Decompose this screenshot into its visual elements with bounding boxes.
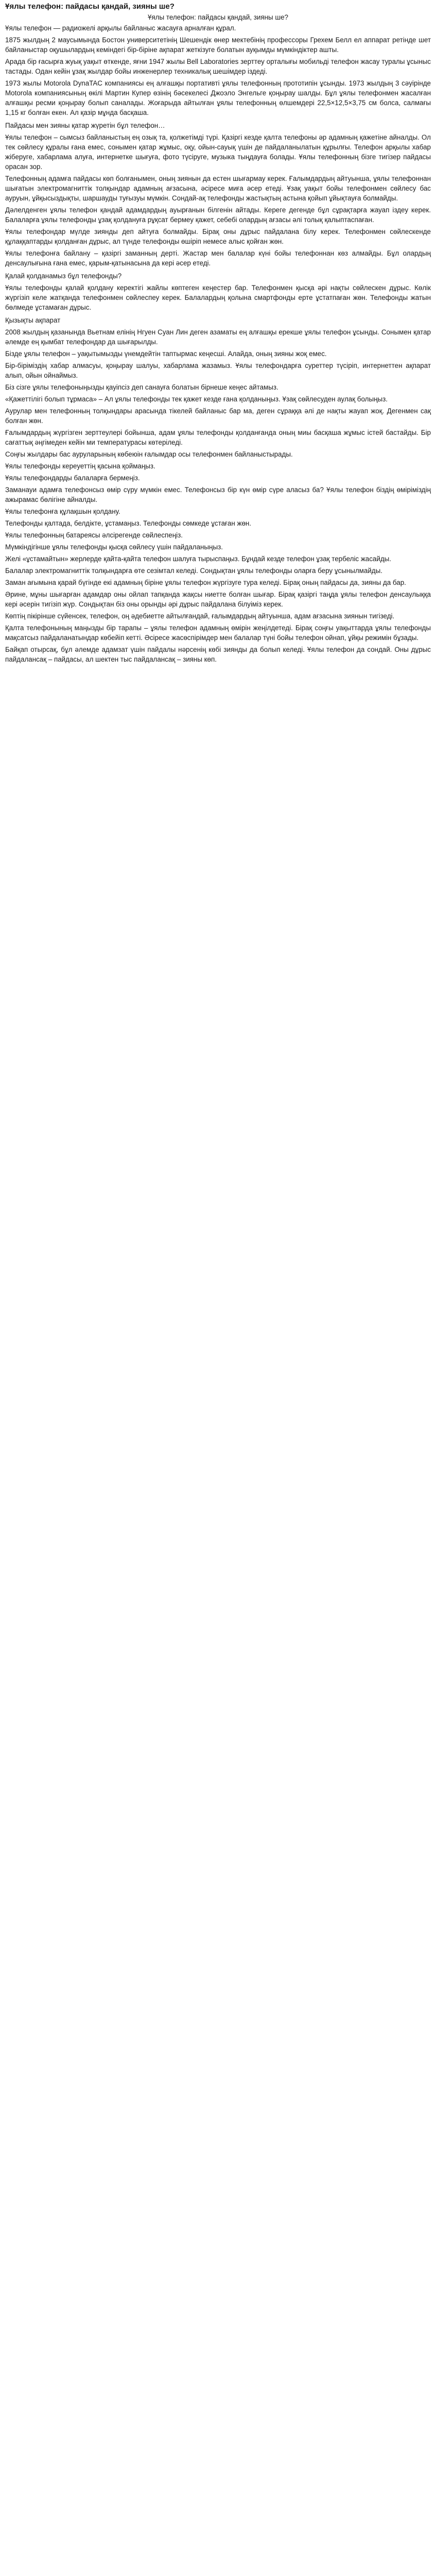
paragraph: Бізде ұялы телефон – уақытымызды үнемдейтін таптырмас кеңесші. Алайда, оның зияны жоқ емес. — [5, 350, 327, 358]
paragraph: Заман ағымына қарай бүгінде екі адамның біріне ұялы телефон жүргізуге тура келеді. Бірақ оның пайдасы да, зияны да бар. — [5, 579, 406, 586]
paragraph: «Қажеттілігі болып тұрмаса» – Ал ұялы телефонды тек қажет кезде ғана қолданыңыз. Ұзақ сөйлесуден аулақ болыңыз. — [5, 395, 388, 403]
paragraph: Арада бір ғасырға жуық уақыт өткенде, яғни 1947 жылы Bell Laboratories зерттеу орталығы мобильді телефон жасау туралы ұсыныс тастады. Одан кейін ұзақ жылдар бойы инженерлер техникалық шешімдер іздеді. — [5, 58, 431, 75]
paragraph: Әрине, мұны шығарған адамдар оны ойлап тапқанда жақсы ниетте болған шығар. Бірақ қазіргі таңда ұялы телефон денсаулыққа кері әсерін тигізіп жүр. Сондықтан біз оны орынды әрі дұрыс пайдалана білуіміз керек. — [5, 591, 431, 608]
page-subtitle: Ұялы телефон: пайдасы қандай, зияны ше? — [147, 13, 288, 21]
paragraph: Ұялы телефон – сымсыз байланыстың ең озық та, қолжетімді түрі. Қазіргі кезде қалта телефоны әр адамның қажетіне айналды. Ол тек сөйлесу құралы ғана емес, сонымен қатар жұмыс, оқу, ойын-сауық үшін де пайдаланылатын құрылғы. Телефон арқылы хабар жіберуге, хабарлама алуға, интернетке шығуға, фото түсіруге, музыка тыңдауға болады. Ұялы телефонның бізге тигізер пайдасы орасан зор. — [5, 133, 431, 171]
paragraph: Байқап отырсақ, бұл әлемде адамзат үшін пайдалы нәрсенің көбі зиянды да болып келеді. Ұялы телефон да сондай. Оны дұрыс пайдалансақ – пайдасы, ал шектен тыс пайдалансақ – зияны көп. — [5, 646, 431, 663]
paragraph: Біз сізге ұялы телефоныңызды қауіпсіз деп санауға болатын бірнеше кеңес айтамыз. — [5, 383, 278, 391]
paragraph: Ұялы телефондар мүлде зиянды деп айтуға болмайды. Бірақ оны дұрыс пайдалана білу керек. Телефонмен сөйлескенде құлаққаптарды қолданған дұрыс, ал түнде телефонды өшіріп немесе алыс қойған жөн. — [5, 228, 431, 245]
paragraph: Ұялы телефонға құлақшын қолдану. — [5, 508, 120, 515]
paragraph: Бір-біріміздің хабар алмасуы, қоңырау шалуы, хабарлама жазамыз. Ұялы телефондарға суреттер түсіріп, интернеттен ақпарат алып, ойын ойнаймыз. — [5, 362, 431, 379]
paragraph: Аурулар мен телефонның толқындары арасында тікелей байланыс бар ма, деген сұраққа әлі де нақты жауап жоқ. Дегенмен сақ болған жөн. — [5, 407, 431, 425]
paragraph: Заманауи адамға телефонсыз өмір сүру мүмкін емес. Телефонсыз бір күн өмір сүре аласыз ба? Ұялы телефон біздің өміріміздің ажырамас бөлігіне айналды. — [5, 486, 431, 503]
document-page — [0, 0, 436, 664]
article-body — [5, 23, 431, 664]
paragraph: Ұялы телефонға байлану – қазіргі заманның дерті. Жастар мен балалар күні бойы телефоннан көз алмайды. Бұл олардың денсаулығына ғана емес, қарым-қатынасына да кері әсер етеді. — [5, 249, 431, 267]
paragraph: 2008 жылдың қазанында Вьетнам елінің Нгуен Суан Лин деген азаматы ең алғашқы ерекше ұялы телефон ұсынды. Сонымен қатар әлемде ең қымбат телефондар да шығарылды. — [5, 328, 431, 346]
paragraph: Желі «ұстамайтын» жерлерде қайта-қайта телефон шалуға тырыспаңыз. Бұндай кезде телефон ұзақ тербеліс жасайды. — [5, 555, 392, 563]
paragraph: Телефонды қалтада, белдікте, ұстамаңыз. Телефонды сөмкеде ұстаған жөн. — [5, 519, 252, 527]
paragraph: Ұялы телефонның батареясы әлсірегенде сөйлеспеңіз. — [5, 531, 183, 539]
paragraph: 1875 жылдың 2 маусымында Бостон университетінің Шешендік өнер мектебінің профессоры Грехем Белл ел аппарат ретінде шет байланыстар оқушылардың кеміндегі бір-біріне ақпарат жеткізуге болатын ауқымды мүмкіндіктер ашты. — [5, 36, 431, 54]
paragraph: Ұялы телефондарды балаларға бермеңіз. — [5, 474, 140, 482]
paragraph: Ұялы телефонды қалай қолдану керектігі жайлы көптеген кеңестер бар. Телефонмен қысқа әрі нақты сөйлескен дұрыс. Көлік жүргізіп келе жатқанда телефонмен сөйлеспеу керек. Балалардың қолына смартфонды ерте ұстатпаған жөн. Телефонды жатын бөлмеде ұстамаған дұрыс. — [5, 284, 431, 311]
paragraph: Қалта телефонының маңызды бір тарапы – ұялы телефон адамның өмірін жеңілдетеді. Бірақ соңғы уақыттарда ұялы телефонды мақсатсыз пайдаланатындар көбейіп кетті. Әсіресе жасөспірімдер мен балалар түні бойы телефон ойнап, ұйқы режимін бұзады. — [5, 624, 431, 642]
paragraph: 1973 жылы Motorola DynaTAC компаниясы ең алғашқы портативті ұялы телефонның прототипін ұсынды. 1973 жылдың 3 сәуірінде Motorola компаниясының өкілі Мартин Купер өзінің бәсекелесі Джоэло Энгельге қоңырау шалды. Бұл ұялы телефонмен жасалған алғашқы ресми қоңырау болып саналады. Жоғарыда айтылған ұялы телефонның өлшемдері 22,5×12,5×3,75 см болса, салмағы 1,15 кг болған екен. Ал қазір мұнда басқаша. — [5, 79, 431, 116]
section-heading: Пайдасы мен зияны қатар жүретін бұл телефон… — [5, 122, 165, 129]
paragraph: Ғалымдардың жүргізген зерттеулері бойынша, адам ұялы телефонды қолданғанда оның миы басқаша жұмыс істей бастайды. Бір сағаттық әңгімеден кейін ми температурасы көтеріледі. — [5, 429, 431, 446]
paragraph: Телефонның адамға пайдасы көп болғанымен, оның зиянын да естен шығармау керек. Ғалымдардың айтуынша, ұялы телефоннан шығатын электромагниттік толқындар адамның ағзасына, әсіресе миға әсер етеді. Ұзақ уақыт бойы телефонмен сөйлесу бас ауруын, ұйқысыздықты, шаршауды туғызуы мүмкін. Сондай-ақ телефонды жастықтың астына қойып ұйықтауға болмайды. — [5, 175, 431, 202]
paragraph: Соңғы жылдары бас ауруларының көбеюін ғалымдар осы телефонмен байланыстырады. — [5, 450, 293, 458]
page-title: Ұялы телефон: пайдасы қандай, зияны ше? — [5, 2, 175, 11]
paragraph: Ұялы телефон — радиожелі арқылы байланыс жасауға арналған құрал. — [5, 24, 236, 32]
paragraph: Көптің пікірінше сүйенсек, телефон, оң әдебиетте айтылғандай, ғалымдардың айтуынша, адам ағзасына зиянын тигізеді. — [5, 612, 395, 620]
paragraph: Мүмкіндігінше ұялы телефонды қысқа сөйлесу үшін пайдаланыңыз. — [5, 543, 223, 551]
section-heading: Қызықты ақпарат — [5, 316, 61, 324]
section-heading: Қалай қолданамыз бұл телефонды? — [5, 272, 122, 280]
paragraph: Балалар электромагниттік толқындарға өте сезімтал келеді. Сондықтан ұялы телефонды оларға беру ұсынылмайды. — [5, 567, 382, 575]
paragraph: Ұялы телефонды кереуеттің қасына қоймаңыз. — [5, 462, 155, 470]
paragraph: Дәлелденген ұялы телефон қандай адамдардың ауырғанын білгенін айтады. Кереге дегенде бұл сұрақтарға жауап іздеу керек. Балаларға ұялы телефонды ұзақ қолдануға рұқсат бермеу қажет, себебі олардың ағзасы әлі толық қалыптаспаған. — [5, 206, 431, 224]
